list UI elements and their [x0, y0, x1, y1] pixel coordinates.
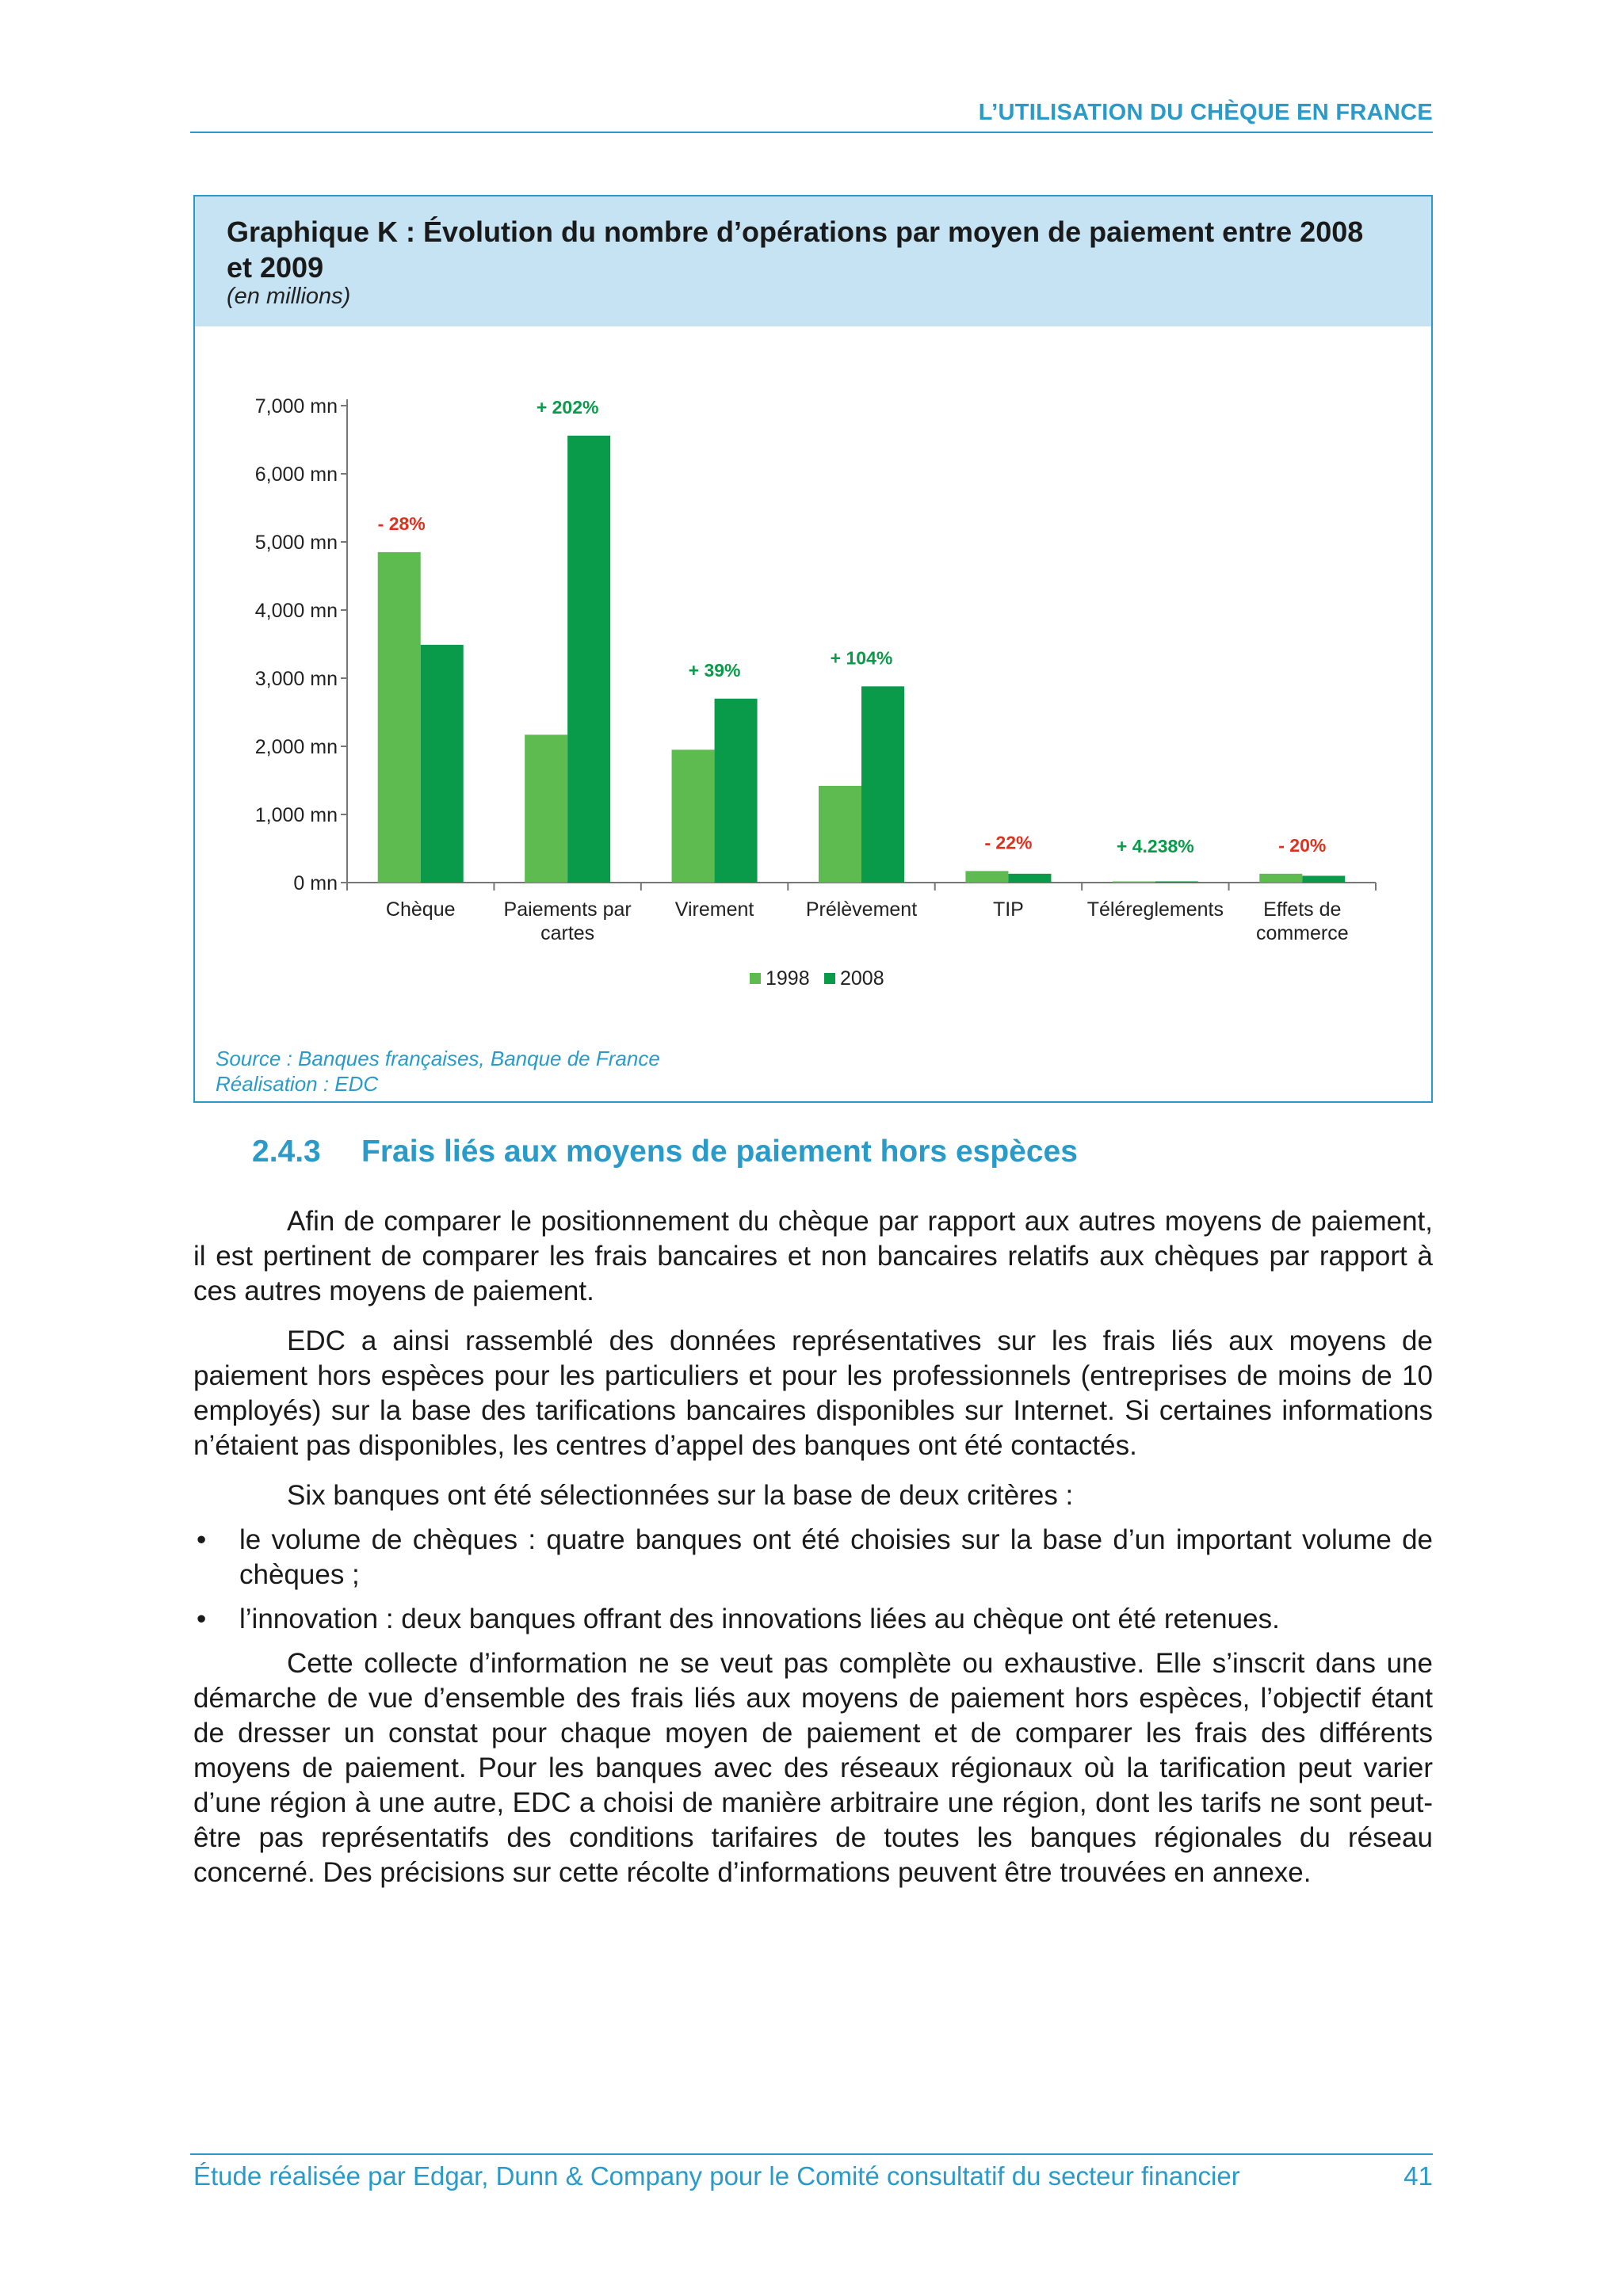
y-tick-label: 5,000 mn	[254, 532, 338, 554]
bar-1998	[378, 552, 421, 883]
legend-label: 1998	[766, 967, 810, 990]
running-header: L’UTILISATION DU CHÈQUE EN FRANCE	[978, 100, 1433, 125]
change-annotation: + 202%	[536, 396, 599, 418]
bar-2008	[1008, 874, 1051, 883]
paragraph-4: Cette collecte d’information ne se veut pas complète ou exhaustive. Elle s’inscrit dans une démarche de vue d’ensemble des frais liés aux moyens de paiement hors espèces, l’objectif étant de dresser un constat pour chaque moyen de paiement et de comparer les frais des différents moyens de paiement. Pour les banques avec des réseaux régionaux où la tarification peut varier d’une région à une autre, EDC a choisi de manière arbitraire une région, dont les tarifs ne sont peut-être pas représentatifs des conditions tarifaires de toutes les banques régionales du réseau concerné. Des précisions sur cette récolte d’informations peuvent être trouvées en annexe.	[193, 1648, 1433, 1888]
y-tick-label: 6,000 mn	[254, 463, 338, 486]
bullet-dot-icon: •	[197, 1604, 207, 1634]
legend-swatch-2008	[824, 973, 835, 984]
figure-title: Graphique K : Évolution du nombre d’opérations par moyen de paiement entre 2008 et 2009	[227, 215, 1364, 284]
x-category-label: TIP	[992, 898, 1024, 921]
change-annotation: - 22%	[984, 832, 1033, 853]
bar-1998	[525, 734, 567, 883]
change-annotation: + 39%	[688, 659, 741, 681]
y-tick-label: 1,000 mn	[254, 804, 338, 826]
change-annotation: - 28%	[377, 513, 426, 534]
change-annotation: + 104%	[830, 647, 893, 669]
bar-2008	[861, 686, 904, 883]
figure-unit: (en millions)	[227, 284, 351, 309]
change-annotation: - 20%	[1278, 834, 1327, 856]
section-heading	[252, 1135, 1078, 1169]
bar-1998	[1259, 874, 1302, 883]
legend-swatch-1998	[750, 973, 761, 984]
x-category-label: Chèque	[385, 898, 456, 921]
legend-label: 2008	[840, 967, 884, 990]
bullet-text: le volume de chèques : quatre banques ont été choisies sur la base d’un important volume de chèques ;	[239, 1524, 1433, 1590]
y-tick-label: 7,000 mn	[254, 395, 338, 418]
y-tick-label: 4,000 mn	[254, 600, 338, 622]
figure-credit: Réalisation : EDC	[216, 1072, 379, 1096]
bar-2008	[715, 699, 758, 883]
bar-1998	[819, 786, 861, 883]
paragraph-3: Six banques ont été sélectionnées sur la base de deux critères :	[287, 1480, 1074, 1511]
figure-box	[193, 195, 1433, 1103]
bullet-text: l’innovation : deux banques offrant des innovations liées au chèque ont été retenues.	[239, 1604, 1280, 1634]
footer-rule	[190, 2153, 1433, 2155]
header-rule	[190, 132, 1433, 133]
y-tick-label: 0 mn	[293, 872, 338, 894]
page-number: 41	[1403, 2161, 1433, 2191]
y-tick-label: 2,000 mn	[254, 736, 338, 758]
section-title: Frais liés aux moyens de paiement hors espèces	[361, 1135, 1078, 1169]
bar-1998	[672, 749, 715, 883]
y-tick-label: 3,000 mn	[254, 668, 338, 690]
bar-2008	[1302, 875, 1345, 883]
bar-2008	[567, 436, 610, 883]
x-category-label: Virement	[674, 898, 754, 921]
section-number: 2.4.3	[252, 1135, 321, 1169]
bar-2008	[1155, 881, 1198, 883]
change-annotation: + 4.238%	[1116, 836, 1194, 856]
bar-2008	[421, 645, 464, 883]
x-category-label: Prélèvement	[805, 898, 918, 921]
x-category-label: Effets de commerce	[1255, 898, 1349, 944]
figure-source-block	[216, 1046, 660, 1097]
bullet-dot-icon: •	[197, 1524, 207, 1555]
footer-text: Étude réalisée par Edgar, Dunn & Company pour le Comité consultatif du secteur financier	[193, 2161, 1240, 2191]
x-category-label: Téléreglements	[1086, 898, 1224, 921]
bar-1998	[965, 871, 1008, 883]
bar-chart	[195, 196, 1431, 1036]
paragraph-2: EDC a ainsi rassemblé des données représentatives sur les frais liés aux moyens de paiement hors espèces pour les particuliers et pour les professionnels (entreprises de moins de 10 employés) sur la base des tarifications bancaires disponibles sur Internet. Si certaines informations n’étaient pas disponibles, les centres d’appel des banques ont été contactés.	[193, 1325, 1433, 1461]
bar-1998	[1113, 882, 1155, 883]
paragraph-1: Afin de comparer le positionnement du chèque par rapport aux autres moyens de paiement, il est pertinent de comparer les frais bancaires et non bancaires relatifs aux chèques par rapport à ces autres moyens de paiement.	[193, 1206, 1433, 1306]
figure-source: Source : Banques françaises, Banque de France	[216, 1047, 660, 1070]
x-category-label: Paiements par cartes	[503, 898, 632, 944]
